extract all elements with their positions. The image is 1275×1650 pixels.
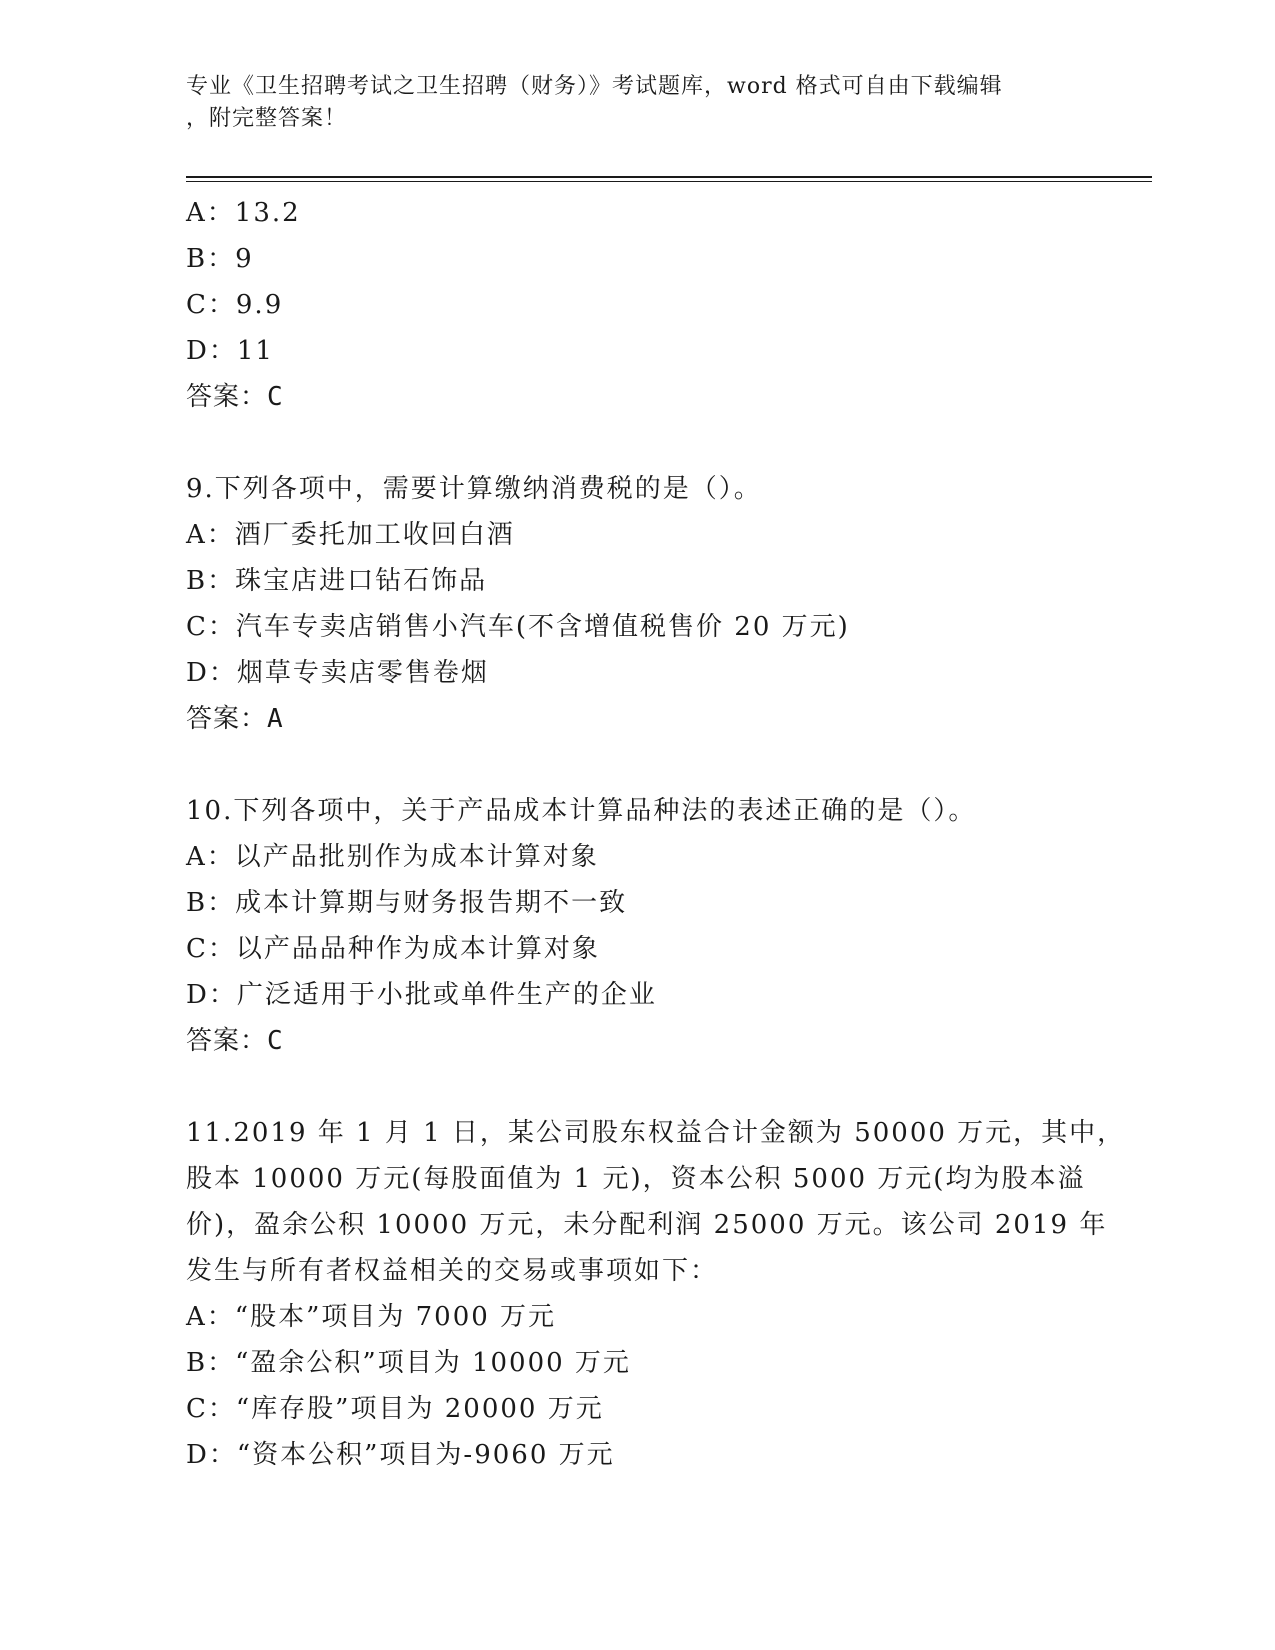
question-stem-line: 股本 10000 万元(每股面值为 1 元)，资本公积 5000 万元(均为股本溢: [186, 1164, 1086, 1194]
option-d: D：烟草专卖店零售卷烟: [186, 658, 489, 688]
spacer: [186, 742, 1086, 788]
option-b: B：成本计算期与财务报告期不一致: [186, 888, 628, 918]
question-stem: 10.下列各项中，关于产品成本计算品种法的表述正确的是（）。: [186, 796, 977, 826]
question-stem-line: 发生与所有者权益相关的交易或事项如下：: [186, 1256, 719, 1286]
option-a: A：13.2: [186, 198, 301, 228]
header-line-1: 专业《卫生招聘考试之卫生招聘（财务）》考试题库，word 格式可自由下载编辑: [186, 74, 1003, 99]
answer: 答案：C: [186, 382, 284, 412]
question-stem-line: 11.2019 年 1 月 1 日，某公司股东权益合计金额为 50000 万元，其中，: [186, 1118, 1126, 1148]
header-divider-bottom: [186, 181, 1152, 182]
question-9: [186, 466, 1086, 742]
option-d: D：11: [186, 336, 274, 366]
option-a: A：以产品批别作为成本计算对象: [186, 842, 599, 872]
option-b: B：“盈余公积”项目为 10000 万元: [186, 1348, 631, 1378]
option-c: C：9.9: [186, 290, 284, 320]
question-stem-line: 价)，盈余公积 10000 万元，未分配利润 25000 万元。该公司 2019 年: [186, 1210, 1108, 1240]
answer: 答案：C: [186, 1026, 284, 1056]
option-d: D：“资本公积”项目为-9060 万元: [186, 1440, 615, 1470]
document-header: [186, 71, 1086, 135]
option-c: C：汽车专卖店销售小汽车(不含增值税售价 20 万元): [186, 612, 850, 642]
option-b: B：9: [186, 244, 254, 274]
option-b: B：珠宝店进口钻石饰品: [186, 566, 488, 596]
question-stem: 9.下列各项中，需要计算缴纳消费税的是（）。: [186, 474, 762, 504]
option-a: A：“股本”项目为 7000 万元: [186, 1302, 557, 1332]
header-line-2: ，附完整答案！: [186, 106, 348, 131]
option-c: C：以产品品种作为成本计算对象: [186, 934, 600, 964]
option-d: D：广泛适用于小批或单件生产的企业: [186, 980, 657, 1010]
option-c: C：“库存股”项目为 20000 万元: [186, 1394, 604, 1424]
header-divider-top: [186, 176, 1152, 178]
question-10: [186, 788, 1086, 1064]
question-list: [186, 190, 1126, 1478]
spacer: [186, 1064, 1086, 1110]
answer: 答案：A: [186, 704, 284, 734]
question-11: [186, 1110, 1126, 1478]
option-a: A：酒厂委托加工收回白酒: [186, 520, 515, 550]
question-8: [186, 190, 1086, 420]
spacer: [186, 420, 1086, 466]
